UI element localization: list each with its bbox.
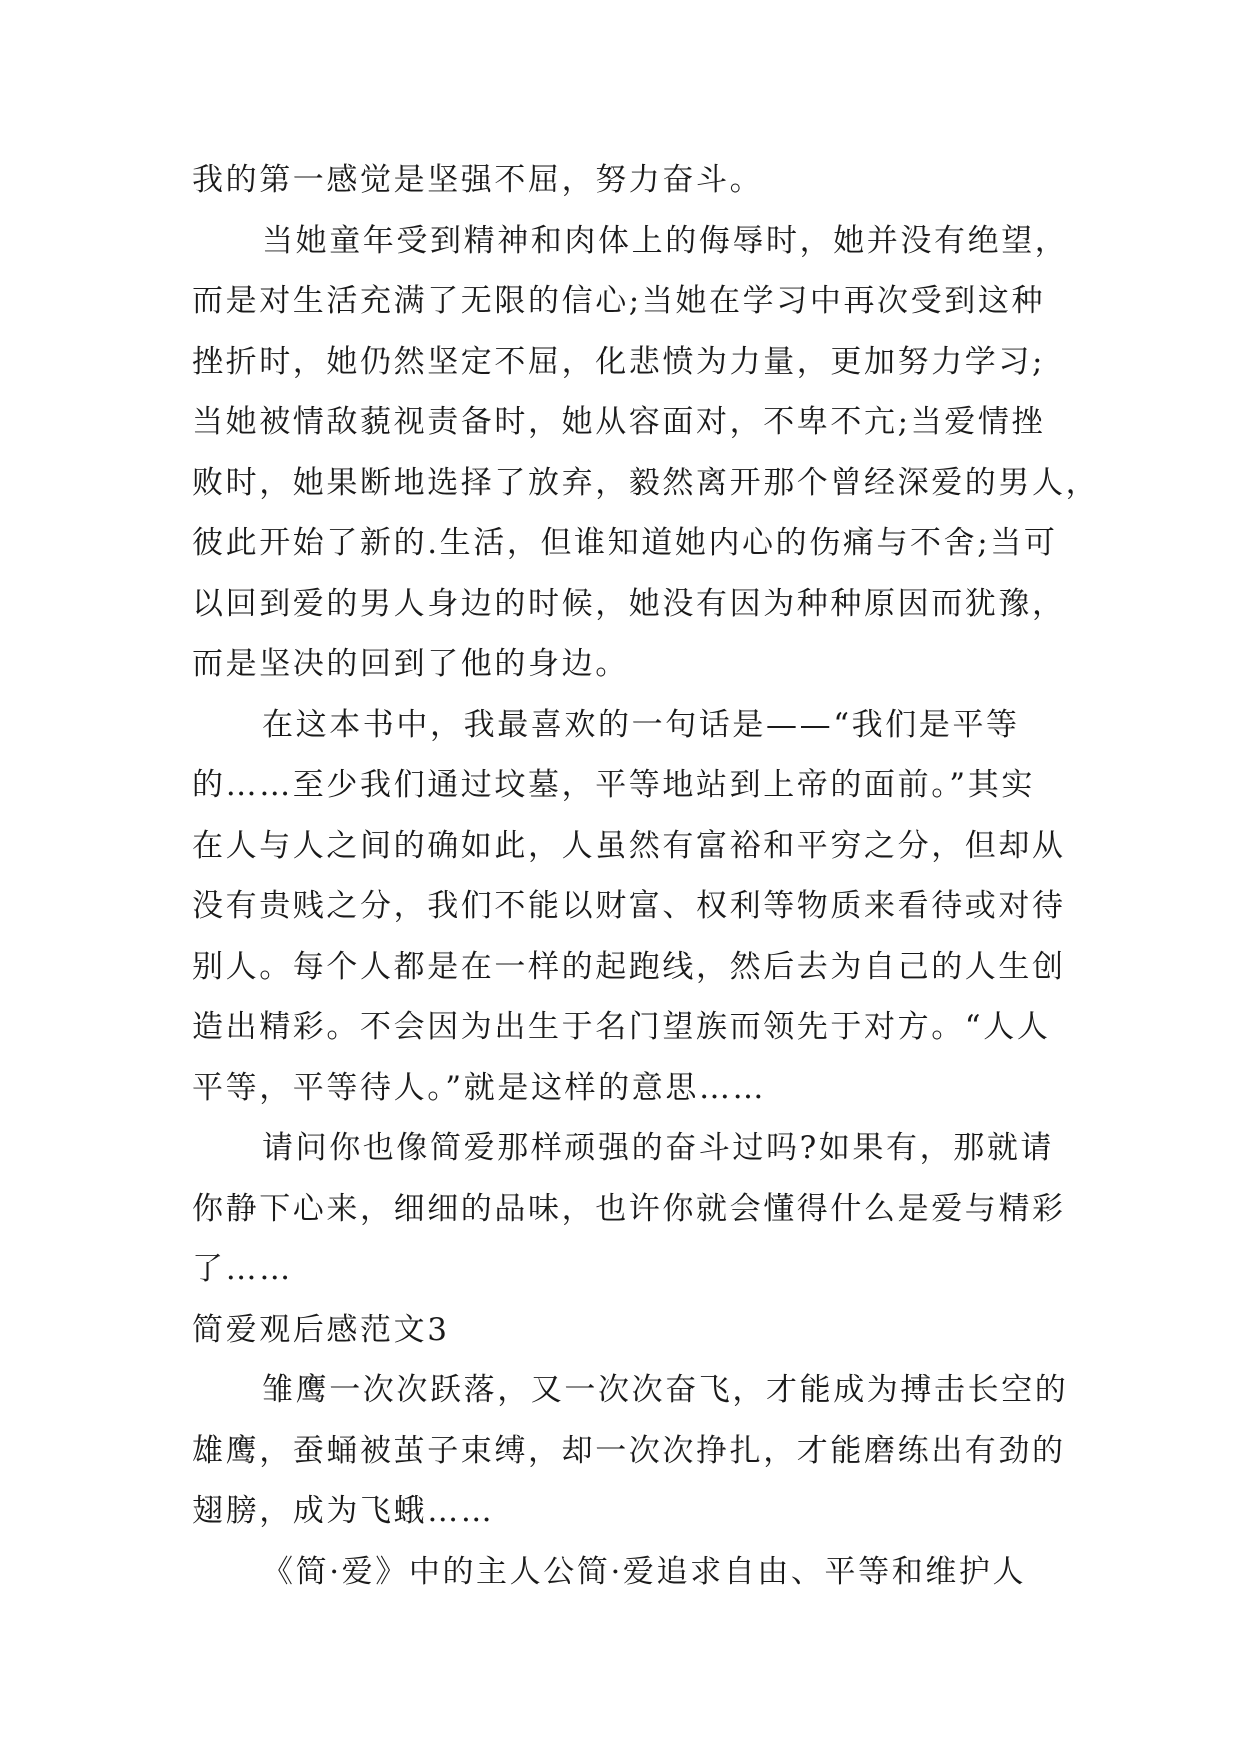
section-heading: 简爱观后感范文3 <box>192 1311 450 1348</box>
paragraph-first-line: 《简·爱》中的主人公简·爱追求自由、平等和维护人 <box>262 1553 1027 1590</box>
text-line: 我的第一感觉是坚强不屈，努力奋斗。 <box>192 162 764 198</box>
text-line: 彼此开始了新的.生活，但谁知道她内心的伤痛与不舍;当可 <box>192 525 1058 561</box>
paragraph-first-line: 请问你也像简爱那样顽强的奋斗过吗?如果有，那就请 <box>262 1130 1055 1166</box>
text-line: 而是坚决的回到了他的身边。 <box>192 646 629 682</box>
text-line: 当她被情敌藐视责备时，她从容面对，不卑不亢;当爱情挫 <box>192 404 1046 440</box>
text-line: 挫折时，她仍然坚定不屈，化悲愤为力量，更加努力学习; <box>192 343 1046 380</box>
text-line: 以回到爱的男人身边的时候，她没有因为种种原因而犹豫， <box>192 585 1066 622</box>
text-line: 你静下心来，细细的品味，也许你就会懂得什么是爱与精彩 <box>192 1190 1066 1227</box>
text-line: 的……至少我们通过坟墓，平等地站到上帝的面前。”其实 <box>192 767 1035 803</box>
text-line: 造出精彩。不会因为出生于名门望族而领先于对方。“人人 <box>192 1009 1051 1045</box>
document-body <box>192 150 1100 1602</box>
text-line: 雄鹰，蚕蛹被茧子束缚，却一次次挣扎，才能磨练出有劲的 <box>192 1432 1066 1469</box>
text-line: 没有贵贱之分，我们不能以财富、权利等物质来看待或对待 <box>192 888 1066 924</box>
paragraph-first-line: 在这本书中，我最喜欢的一句话是——“我们是平等 <box>262 706 1020 743</box>
text-line: 平等，平等待人。”就是这样的意思…… <box>192 1069 767 1106</box>
text-line: 别人。每个人都是在一样的起跑线，然后去为自己的人生创 <box>192 948 1066 985</box>
paragraph-first-line: 雏鹰一次次跃落，又一次次奋飞，才能成为搏击长空的 <box>262 1372 1069 1408</box>
text-line: 在人与人之间的确如此，人虽然有富裕和平穷之分，但却从 <box>192 827 1066 864</box>
text-line: 败时，她果断地选择了放弃，毅然离开那个曾经深爱的男人， <box>192 464 1100 501</box>
text-line: 翅膀，成为飞蛾…… <box>192 1493 495 1529</box>
text-line: 了…… <box>192 1251 293 1287</box>
paragraph-first-line: 当她童年受到精神和肉体上的侮辱时，她并没有绝望， <box>262 222 1069 259</box>
text-line: 而是对生活充满了无限的信心;当她在学习中再次受到这种 <box>192 283 1046 319</box>
